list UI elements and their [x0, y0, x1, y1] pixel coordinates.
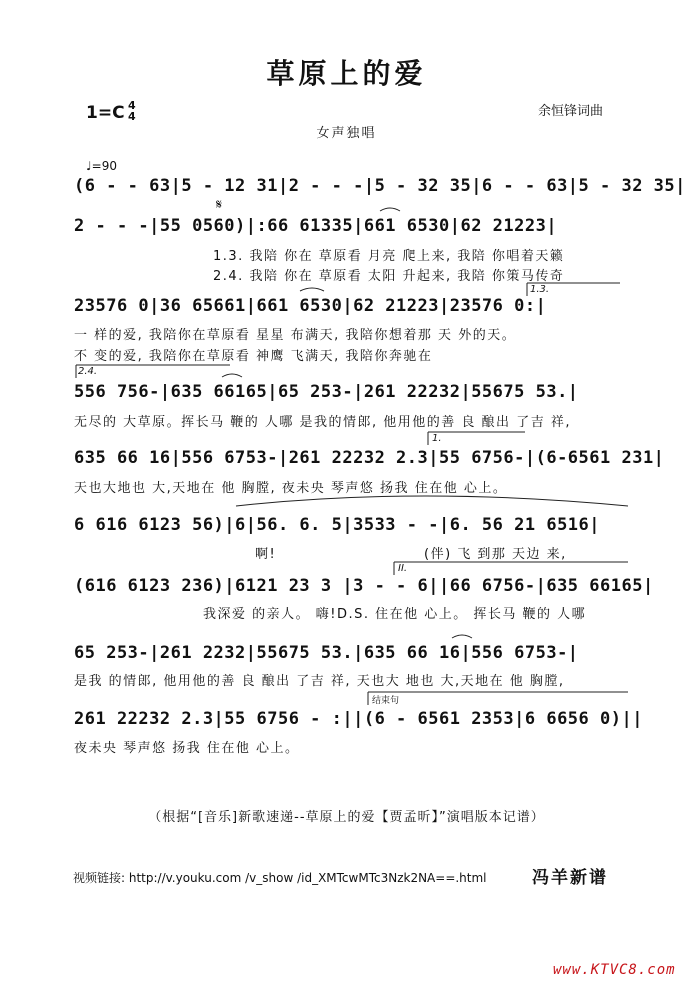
tempo-marking: ♩=90: [86, 159, 117, 173]
lyric-row-9: 夜未央 琴声悠 扬我 住在他 心上。: [74, 741, 300, 756]
slur-row-4-a: [222, 374, 242, 377]
lyric-row-6-a: 啊!: [255, 547, 277, 562]
lyric-row-4: 无尽的 大草原。挥长马 鞭的 人哪 是我的情郎, 他用他的善 良 酿出 了吉 祥,: [74, 415, 571, 430]
site-watermark: www.KTVC8.com: [553, 962, 676, 978]
composer-credit: 余恒锋词曲: [538, 104, 604, 119]
lyric-row-6-b: (伴) 飞 到那 天边 来,: [424, 547, 567, 562]
song-title: 草原上的爱: [266, 57, 427, 90]
source-note: （根据“[音乐]新歌速递--草原上的爱【贾孟昕】”演唱版本记谱）: [148, 810, 545, 825]
transcriber-stamp: 冯羊新谱: [532, 868, 608, 888]
score-row-4: 556 756-|635 66165|65 253-|261 22232|55675 53.|: [74, 382, 579, 402]
coda-marker: 结束句: [372, 696, 400, 706]
ending-2-marker: 2.4.: [78, 366, 98, 377]
key-signature: 1=C: [86, 103, 125, 123]
score-row-6: 6 616 6123 56)|6|56. 6. 5|3533 - -|6. 56 21 6516|: [74, 515, 601, 535]
time-signature-top: 4: [128, 99, 136, 112]
score-row-9: 261 22232 2.3|55 6756 - :||(6 - 6561 2353|6 6656 0)||: [74, 709, 643, 729]
lyric-row-2-verse-1: 1.3. 我陪 你在 草原看 月亮 爬上来, 我陪 你唱着天籁: [213, 249, 565, 264]
time-signature-bottom: 4: [128, 110, 136, 123]
score-row-2: 2 - - -|55 0560)|:66 61335|661 6530|62 21223|: [74, 216, 558, 236]
segno-icon: 𝄋: [216, 197, 223, 213]
verse-13-marker: 1.3.: [530, 284, 550, 295]
slur-long-row-6: [236, 496, 628, 506]
lyric-row-3-verse-1: 一 样的爱, 我陪你在草原看 星星 布满天, 我陪你想着那 天 外的天。: [74, 328, 517, 343]
lyric-row-5: 天也大地也 大,天地在 他 胸膛, 夜未央 琴声悠 扬我 住在他 心上。: [74, 481, 508, 496]
lyric-row-3-verse-2: 不 变的爱, 我陪你在草原看 神鹰 飞满天, 我陪你奔驰在: [74, 349, 433, 364]
performance-type: 女声独唱: [316, 126, 377, 141]
lyric-row-7: 我深爱 的亲人。 嗨!D.S. 住在他 心上。 挥长马 鞭的 人哪: [203, 607, 587, 622]
lyric-row-2-verse-2: 2.4. 我陪 你在 草原看 太阳 升起来, 我陪 你策马传奇: [213, 269, 565, 284]
slur-row-2-a: [380, 208, 400, 211]
score-row-3: 23576 0|36 65661|661 6530|62 21223|23576 0:|: [74, 296, 547, 316]
slur-row-8-a: [452, 635, 472, 638]
ending-ii-marker: II.: [398, 563, 408, 574]
ending-1-marker: 1.: [432, 433, 442, 444]
score-row-8: 65 253-|261 2232|55675 53.|635 66 16|556 6753-|: [74, 643, 579, 663]
lyric-row-8: 是我 的情郎, 他用他的善 良 酿出 了吉 祥, 天也大 地也 大,天地在 他 胸膛,: [74, 674, 565, 689]
score-row-1: (6 - - 63|5 - 12 31|2 - - -|5 - 32 35|6 - - 63|5 - 32 35|: [74, 176, 686, 196]
slur-row-3-a: [300, 288, 324, 291]
video-link[interactable]: 视频链接: http://v.youku.com /v_show /id_XMTcwMTc3Nzk2NA==.html: [73, 871, 487, 885]
score-row-5: 635 66 16|556 6753-|261 22232 2.3|55 6756-|(6-6561 231|: [74, 448, 665, 468]
score-row-7: (616 6123 236)|6121 23 3 |3 - - 6||66 6756-|635 66165|: [74, 576, 654, 596]
